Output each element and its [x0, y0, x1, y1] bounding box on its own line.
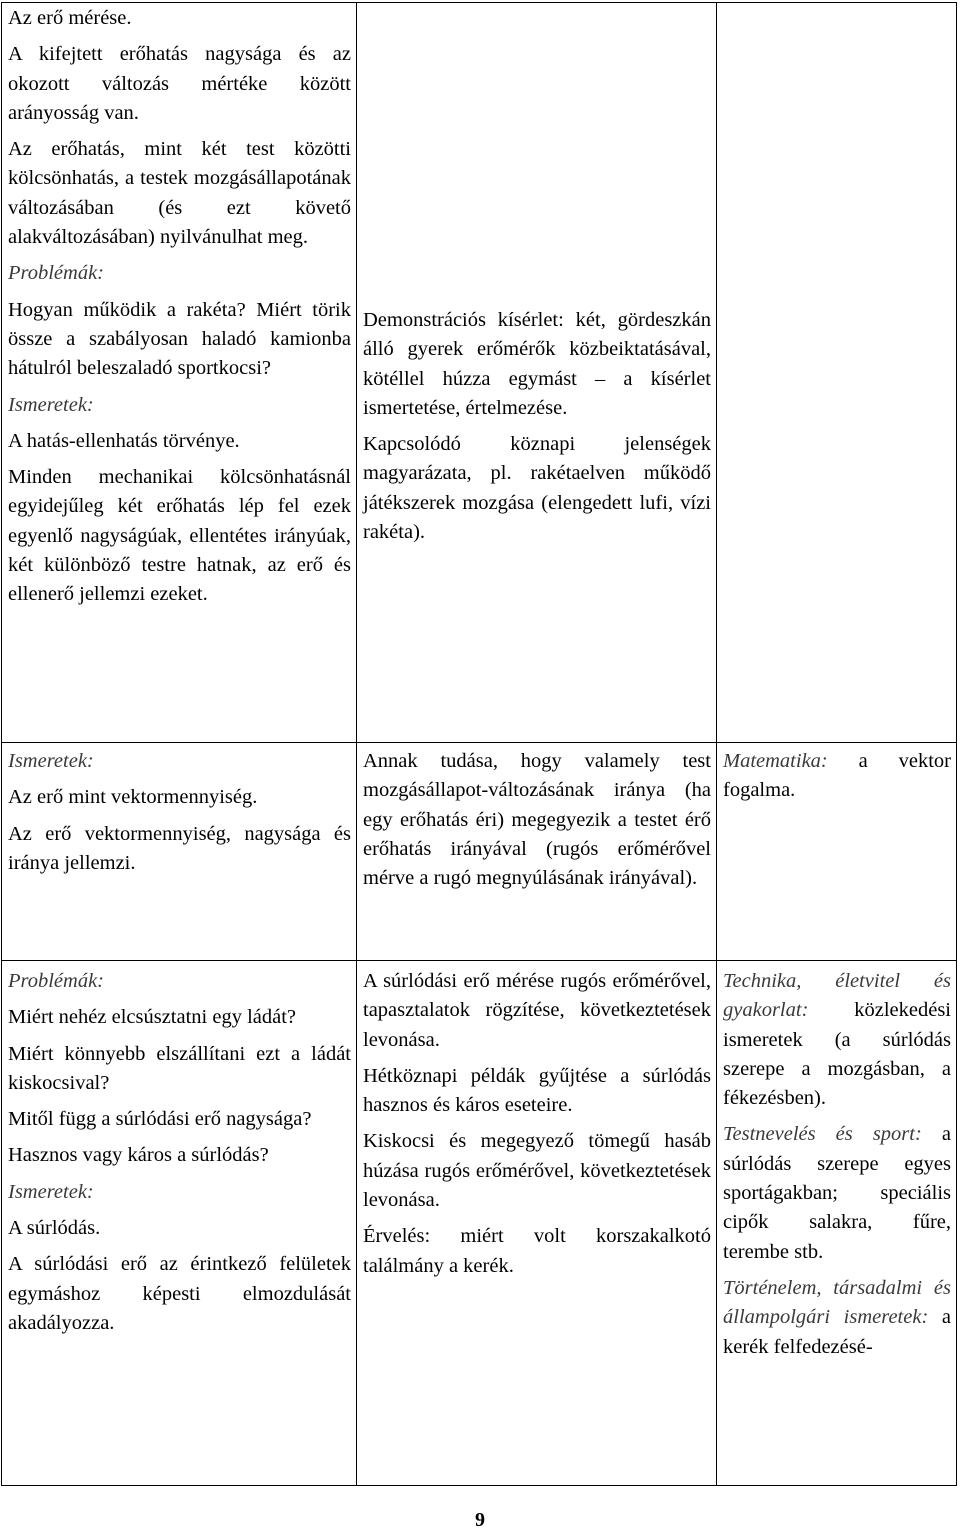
page-number: 9 [475, 1509, 485, 1531]
cell-activities [357, 3, 717, 743]
subject-text: a kerék felfedezésé- [723, 1306, 951, 1358]
activity-paragraph: Annak tudása, hogy valamely test mozgásállapot-változásának iránya (ha egy erőhatás éri) megegyezik a testet érő erőhatás irányával (rugós erőmérővel mérve a rugó megnyúlásának irányával). [363, 750, 711, 890]
subject-text: a súrlódás szerepe egyes sportágakban; speciális cipők salakra, fűre, terembe stb. [723, 1123, 951, 1263]
knowledge-title: A súrlódás. [8, 1217, 101, 1240]
cell-topics [2, 743, 357, 961]
cell-connections [717, 743, 957, 961]
problems-label: Problémák: [8, 970, 105, 992]
question: Miért könnyebb elszállítani ezt a ládát kiskocsival? [8, 1042, 351, 1094]
activity-paragraph: Hétköznapi példák gyűjtése a súrlódás hasznos és káros eseteire. [363, 1064, 711, 1117]
subject-text: a vektor fogalma. [723, 750, 951, 802]
cell-activities [357, 961, 717, 1486]
subject-label: Történelem, társadalmi és állampolgári ismeretek: [723, 1276, 951, 1329]
knowledge-title: A hatás-ellenhatás törvénye. [8, 429, 240, 452]
activity-paragraph: Demonstrációs kísérlet: két, gördeszkán álló gyerek erőmérők közbeiktatásával, kötéllel húzza egymást – a kísérlet ismertetése, értelmezése. [363, 309, 711, 419]
curriculum-table [1, 2, 957, 1486]
topic-heading: Az erő mérése. [8, 7, 132, 29]
paragraph: A kifejtett erőhatás nagysága és az okozott változás mértéke között arányosság van. [8, 43, 351, 124]
table-row [2, 3, 957, 743]
knowledge-label: Ismeretek: [8, 750, 94, 772]
knowledge-text: Az erő vektormennyiség, nagysága és iránya jellemzi. [8, 822, 351, 874]
knowledge-label: Ismeretek: [8, 393, 94, 416]
knowledge-text: Minden mechanikai kölcsönhatásnál egyidejűleg két erőhatás lép fel ezek egyenlő nagyságúak, ellentétes irányúak, két különböző testre hatnak, az erő és ellenerő jellemzi ezeket. [8, 466, 351, 606]
activity-paragraph: Kapcsolódó köznapi jelenségek magyarázata, pl. rakétaelven működő játékszerek mozgása (elengedett lufi, vízi rakéta). [363, 433, 711, 544]
cell-connections [717, 961, 957, 1486]
question: Mitől függ a súrlódási erő nagysága? [8, 1108, 312, 1131]
cell-topics [2, 961, 357, 1486]
activity-paragraph: Kiskocsi és megegyező tömegű hasáb húzása rugós erőmérővel, következtetések levonása. [363, 1130, 711, 1212]
paragraph: Az erőhatás, mint két test közötti kölcsönhatás, a testek mozgásállapotának változásában (és ezt követő alakváltozásában) nyilvánulhat meg. [8, 138, 351, 249]
cell-connections [717, 3, 957, 743]
cell-activities [357, 743, 717, 961]
activity-paragraph: A súrlódási erő mérése rugós erőmérővel, tapasztalatok rögzítése, következtetések levonása. [363, 970, 711, 1051]
table-row [2, 743, 957, 961]
subject-label: Technika, életvitel és gyakorlat: [723, 970, 951, 1022]
knowledge-label: Ismeretek: [8, 1180, 94, 1203]
subject-label: Matematika: [723, 750, 828, 772]
problems-label: Problémák: [8, 262, 105, 285]
knowledge-title: Az erő mint vektormennyiség. [8, 786, 258, 809]
cell-topics [2, 3, 357, 743]
question: Miért nehéz elcsúsztatni egy ládát? [8, 1006, 297, 1029]
table-row [2, 961, 957, 1486]
activity-paragraph: Érvelés: miért volt korszakalkotó találmány a kerék. [363, 1225, 711, 1277]
subject-label: Testnevelés és sport: [723, 1123, 922, 1146]
problems-text: Hogyan működik a rakéta? Miért törik össze a szabályosan haladó kamionba hátulról beleszaladó sportkocsi? [8, 298, 351, 380]
question: Hasznos vagy káros a súrlódás? [8, 1144, 269, 1167]
subject-text: közlekedési ismeretek (a súrlódás szerepe a mozgásban, a fékezésben). [723, 999, 951, 1110]
knowledge-text: A súrlódási erő az érintkező felületek egymáshoz képesti elmozdulását akadályozza. [8, 1253, 351, 1334]
